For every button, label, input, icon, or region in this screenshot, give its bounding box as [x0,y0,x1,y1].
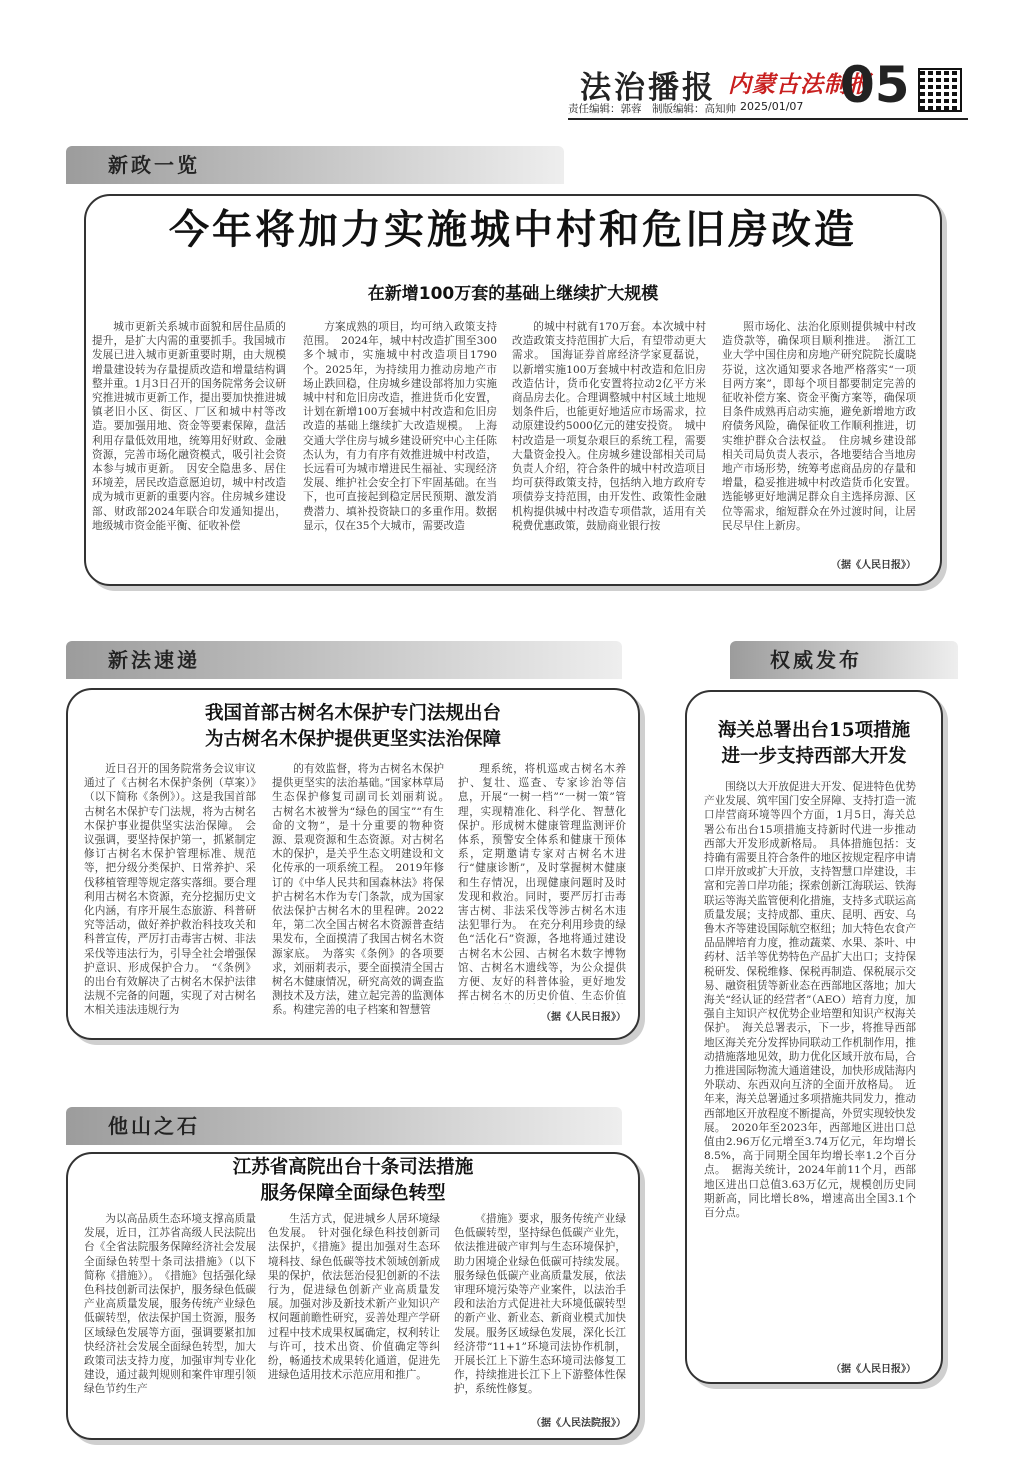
article4-source: （据《人民法院报》） [531,1418,626,1429]
section-tag-other: 他山之石 [66,1107,622,1145]
article1-title: 今年将加力实施城中村和危旧房改造 [169,206,857,253]
issue-date: 2025/01/07 [740,100,804,113]
newspaper-logo: 内蒙古法制报 [728,71,872,98]
editors-credit: 责任编辑：郭蓉 制版编辑：高知帅 [568,103,736,115]
page-section-title: 法治播报 [580,70,716,106]
article4-title-line1: 江苏省高院出台十条司法措施 [232,1157,474,1178]
article4-title-line2: 服务保障全面绿色转型 [260,1183,446,1204]
article2-title-line2: 为古树名木保护提供更坚实法治保障 [204,729,501,750]
article1-col3: 的城中村就有170万套。本次城中村改造政策支持范围扩大后，有望带动更大需求。 国海证券首席经济学家夏磊说，以新增实施100万套城中村改造和危旧房改造估计，货币化安置将拉动2亿平方米商品房去化。合理调整城中村区域土地规划条件后，也能更好地适应市场需求，拉动原建设约5000亿元的建安投资。 城中村改造是一项复杂艰巨的系统工程，需要大量资金投入。住房城乡建设部相关司局负责人介绍，符合条件的城中村改造项目均可获得政策支持，包括纳入地方政府专项债券支持范围，由开发性、政策性金融机构提供城中村改造专项借款，适用有关税费优惠政策，鼓励商业银行按 [512,321,706,532]
section-tag-new-law: 新法速递 [66,641,622,679]
article2-col2: 的有效监督，将为古树名木保护提供更坚实的法治基础。”国家林草局生态保护修复司副司长刘丽莉说。 古树名木被誉为“绿色的国宝”“有生命的文物”，是十分重要的物种资源、景观资源和生态资源。对古树名木的保护，是关乎生态文明建设和文化传承的一项系统工程。 2019年修订的《中华人民共和国森林法》将保护古树名木作为专门条款，成为国家依法保护古树名木的里程碑。2022年，第二次全国古树名木资源普查结果发布，全面摸清了我国古树名木资源家底。 为落实《条例》的各项要求，刘丽莉表示，要全面摸清全国古树名木健康情况，研究高效的调查监测技术及方法，建立起完善的监测体系。构建完善的电子档案和智慧管 [272,763,444,1017]
article2-col3: 理系统，将机巡或古树名木养护、复壮、巡查、专家诊治等信息，开展“一树一档”“一树一策”管理，实现精准化、科学化、智慧化保护。形成树木健康管理监测评价体系，预警安全体系和健康干预体系，定期邀请专家对古树名木进行“健康诊断”，及时掌握树木健康和生存情况，出现健康问题时及时发现和救治。同时，要严厉打击毒害古树、非法采伐等涉古树名木违法犯罪行为。 在充分利用珍贵的绿色“活化石”资源，各地将通过建设古树名木公园、古树名木数字博物馆、古树名木遗线等，为公众提供方便、友好的科普体验，更好地发挥古树名木的历史价值、生态价值 [458,763,626,1003]
article1-subtitle: 在新增100万套的基础上继续扩大规模 [367,284,659,304]
masthead-rule [568,118,968,120]
article3-body: 围绕以大开放促进大开发、促进特色优势产业发展、筑牢国门安全屏障、支持打造一流口岸营商环境等四个方面，1月5日，海关总署公布出台15项措施支持新时代进一步推动西部大开发形成新格局。 具体措施包括：支持确有需要且符合条件的地区按规定程序申请口岸开放或扩大开放，支持智慧口岸建设，丰富和完善口岸功能；探索创新江海联运、铁海联运等海关监管便利化措施，支持多式联运高质量发展；支持成都、重庆、昆明、西安、乌鲁木齐等建设国际航空枢纽；加大特色农食产品品牌培育力度，推动蔬菜、水果、茶叶、中药材、活羊等优势特色产品扩大出口；支持保税研发、保税维修、保税再制造、保税展示交易、融资租赁等新业态在西部地区落地；加大海关“经认证的经营者”（AEO）培育力度，加强自主知识产权优势企业培塑和知识产权海关保护。 海关总署表示，下一步，将推导西部地区海关充分发挥协同联动工作机制作用，推动措施落地见效，助力优化区域开放布局，合力推进国际物流大通道建设，加快形成陆海内外联动、东西双向互济的全面开放格局。 近年来，海关总署通过多项措施共同发力，推动西部地区开放程度不断提高，外贸实现较快发展。 2020年至2023年，西部地区进出口总值由2.96万亿元增至3.74万亿元，年均增长8.5%，高于同期全国年均增长率1.2个百分点。 据海关统计，2024年前11个月，西部地区进出口总值3.63万亿元，规模创历史同期新高，同比增长8%，增速高出全国3.1个百分点。 [704,781,916,1220]
article3-title-line2: 进一步支持西部大开发 [721,746,907,767]
article4-col1: 为以高品质生态环境支撑高质量发展，近日，江苏省高级人民法院出台《全省法院服务保障经济社会发展全面绿色转型十条司法措施》（以下简称《措施》）。 《措施》包括强化绿色科技创新司法保护，服务绿色低碳产业高质量发展，服务传统产业绿色低碳转型，依法保护国土资源，服务区域绿色发展等方面，强调要紧扣加快经济社会发展全面绿色转型，加大政策司法支持力度，加强审判专业化建设，通过裁判规则和案件审理引领绿色节约生产 [84,1213,256,1396]
article4-col3: 《措施》要求，服务传统产业绿色低碳转型，坚持绿色低碳产业先，依法推进破产审判与生态环境保护，助力困境企业绿色低碳可持续发展。服务绿色低碳产业高质量发展，依法审理环境污染等产业案件，以法治手段和法治方式促进社大环境低碳转型的新产业、新业态、新商业模式加快发展。服务区域绿色发展，深化长江经济带“11+1”环境司法协作机制，开展长江上下游生态环境司法修复工作，持续推进长江下上下游整体性保护，系统性修复。 [454,1213,626,1396]
qr-code-icon [918,68,962,112]
article2-title-line1: 我国首部古树名木保护专门法规出台 [204,703,501,724]
article2-source: （据《人民日报》） [541,1012,626,1023]
article4-col2: 生活方式，促进城乡人居环境绿色发展。 针对强化绿色科技创新司法保护，《措施》提出加强对生态环境科技、绿色低碳等技术领域创新成果的保护，依法惩治侵犯创新的不法行为，促进绿色创新产业高质量发展。加强对涉及新技术新产业知识产权问题前瞻性研究，妥善处理产学研过程中技术成果权属确定，权利转让与许可，技术出资、价值确定等纠纷，畅通技术成果转化通道，促进先进绿色适用技术示范应用和推广。 [268,1213,440,1382]
page-number: 05 [840,56,910,114]
section-tag-policy: 新政一览 [66,146,564,184]
article1-col2: 方案成熟的项目，均可纳入政策支持范围。 2024年，城中村改造扩围至300多个城市，实施城中村改造项目1790个。2025年，为持续用力推动房地产市场止跌回稳，住房城乡建设部将加力实施城中村和危旧房改造，推进货币化安置，计划在新增100万套城中村改造和危旧房改造的基础上继续扩大改造规模。 上海交通大学住房与城乡建设研究中心主任陈杰认为，有力有序有效推进城中村改造，长远看可为城市增进民生福祉、实现经济发展、维护社会安全打下牢固基础。在当下，也可直接起到稳定居民预期、激发消费潜力、填补投资缺口的多重作用。数据显示，仅在35个大城市，需要改造 [303,321,497,532]
section-tag-authority: 权威发布 [730,641,958,679]
article1-col4: 照市场化、法治化原则提供城中村改造贷款等，确保项目顺利推进。 浙江工业大学中国住房和房地产研究院院长虞晓芬说，这次通知要求各地严格落实“一项目两方案”，即每个项目都要制定完善的征收补偿方案、资金平衡方案等，确保项目条件成熟再启动实施，避免新增地方政府债务风险，确保征收工作顺利推进，切实维护群众合法权益。 住房城乡建设部相关司局负责人表示，各地要结合当地房地产市场形势，统筹考虑商品房的存量和增量，稳妥推进城中村改造货币化安置。选能够更好地满足群众自主选择房源、区位等需求，缩短群众在外过渡时间，让居民尽早住上新房。 [722,321,916,532]
article1-source: （据《人民日报》） [831,560,916,571]
article2-col1: 近日召开的国务院常务会议审议通过了《古树名木保护条例（草案）》（以下简称《条例》）。这是我国首部古树名木保护专门法规，将为古树名木保护事业提供坚实法治保障。 会议强调，要坚持保护第一，抓紧制定修订古树名木保护管理标准、规范等，把分级分类保护、日常养护、采伐移植管理等规定落实落细。要合理利用古树名木资源，充分挖掘历史文化内涵，有序开展生态旅游、科普研究等活动，做好养护救治科技攻关和科普宣传，严厉打击毒害古树、非法采伐等违法行为，引导全社会增强保护意识、形成保护合力。 “《条例》的出台有效解决了古树名木保护法律法规不完备的问题，实现了对古树名木相关违法违规行为 [84,763,256,1017]
article1-col1: 城市更新关系城市面貌和居住品质的提升，是扩大内需的重要抓手。我国城市发展已进入城市更新重要时期，由大规模增量建设转为存量提质改造和增量结构调整并重。1月3日召开的国务院常务会议研究推进城市更新工作，提出要加快推进城镇老旧小区、街区、厂区和城中村等改造。要加强用地、资金等要素保障，盘活利用存量低效用地，统筹用好财政、金融资源，完善市场化融资模式，吸引社会资本参与城市更新。 因安全隐患多、居住环境差，居民改造意愿迫切，城中村改造成为城市更新的重要内容。住房城乡建设部、财政部2024年联合印发通知提出，地级城市资金能平衡、征收补偿 [92,321,286,532]
article3-title-line1: 海关总署出台15项措施 [717,720,911,741]
article3-source: （据《人民日报》） [831,1364,916,1375]
